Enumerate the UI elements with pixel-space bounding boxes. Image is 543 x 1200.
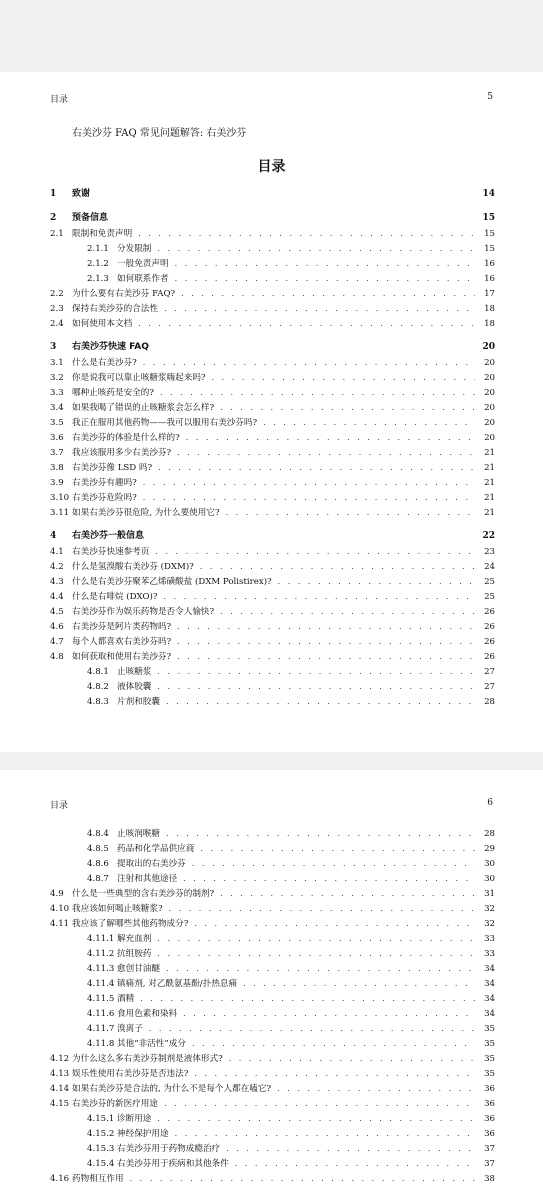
dot-leader [149, 1021, 475, 1036]
toc-entry-section[interactable] [50, 1096, 495, 1111]
toc-entry-title: 哪种止咳药是安全的? [72, 388, 154, 398]
dot-leader [160, 385, 475, 400]
toc-entry-page: 20 [484, 418, 495, 428]
toc-entry-number: 4.8.4 [87, 829, 109, 839]
dot-leader [277, 1081, 475, 1096]
toc-entry-section[interactable] [50, 589, 495, 604]
toc-entry-page: 28 [484, 829, 495, 839]
toc-entry-title: 什么是右啡烷 (DXO)? [72, 592, 158, 602]
toc-entry-title: 酒精 [117, 994, 135, 1004]
toc-entry-page: 37 [484, 1159, 495, 1169]
toc-entry-page: 17 [484, 289, 495, 299]
toc-entry-section[interactable] [50, 445, 495, 460]
toc-entry-page: 36 [484, 1129, 495, 1139]
toc-entry-number: 4.6 [50, 622, 64, 632]
dot-leader [138, 226, 475, 241]
dot-leader [194, 916, 475, 931]
toc-entry-title: 诊断用途 [117, 1114, 152, 1124]
toc-entry-page: 24 [484, 562, 495, 572]
dot-leader [263, 415, 475, 430]
toc-entry-page: 34 [484, 979, 495, 989]
toc-entry-number: 4.11.1 [87, 934, 115, 944]
toc-entry-chapter[interactable] [50, 208, 495, 226]
toc-entry-number: 4 [50, 531, 57, 541]
toc-entry-page: 21 [484, 493, 495, 503]
toc-entry-number: 2.1.2 [87, 259, 109, 269]
toc-entry-chapter[interactable] [50, 337, 495, 355]
toc-entry-title: 抗组胺药 [117, 949, 152, 959]
toc-entry-number: 3.6 [50, 433, 64, 443]
toc-entry-page: 26 [484, 652, 495, 662]
toc-entry-title: 右美沙芬有趣吗? [72, 478, 137, 488]
toc-entry-title: 如何获取和使用右美沙芬? [72, 652, 172, 662]
toc-entry-number: 4.2 [50, 562, 64, 572]
toc-entry-page: 30 [484, 874, 495, 884]
dot-leader [194, 1066, 475, 1081]
dot-leader [164, 1096, 475, 1111]
toc-entry-page: 15 [484, 229, 495, 239]
toc-entry-number: 2.1.1 [87, 244, 109, 254]
document-page-5 [0, 72, 543, 752]
toc-entry-subsection[interactable] [50, 1021, 495, 1036]
dot-leader [175, 1126, 475, 1141]
dot-leader [140, 991, 475, 1006]
dot-leader [143, 355, 475, 370]
dot-leader [200, 841, 475, 856]
dot-leader [212, 370, 475, 385]
dot-leader [243, 976, 475, 991]
dot-leader [177, 649, 475, 664]
toc-entry-subsection[interactable] [50, 241, 495, 256]
toc-entry-number: 4.3 [50, 577, 64, 587]
toc-entry-page: 26 [484, 607, 495, 617]
toc-entry-page: 18 [484, 319, 495, 329]
toc-entry-section[interactable] [50, 475, 495, 490]
toc-entry-page: 30 [484, 859, 495, 869]
toc-entry-subsection[interactable] [50, 694, 495, 709]
toc-entry-number: 4.11.3 [87, 964, 115, 974]
toc-entry-number: 4.11.6 [87, 1009, 115, 1019]
toc-entry-section[interactable] [50, 544, 495, 559]
toc-entry-number: 4.8.3 [87, 697, 109, 707]
dot-leader [278, 574, 475, 589]
toc-entry-number: 4.11.8 [87, 1039, 115, 1049]
dot-leader [229, 1051, 475, 1066]
toc-entry-page: 18 [484, 304, 495, 314]
dot-leader [177, 634, 475, 649]
toc-entry-title: 什么是氢溴酸右美沙芬 (DXM)? [72, 562, 194, 572]
toc-entry-page: 16 [484, 274, 495, 284]
toc-entry-page: 36 [484, 1084, 495, 1094]
toc-entry-page: 23 [484, 547, 495, 557]
toc-entry-section[interactable] [50, 604, 495, 619]
toc-entry-title: 右美沙芬一般信息 [72, 531, 145, 541]
dot-leader [158, 460, 475, 475]
toc-entry-title: 我应该服用多少右美沙芬? [72, 448, 172, 458]
toc-entry-number: 2.2 [50, 289, 64, 299]
toc-entry-number: 2 [50, 213, 57, 223]
toc-entry-title: 止咳润喉糖 [117, 829, 160, 839]
toc-entry-number: 4.11.4 [87, 979, 115, 989]
toc-entry-page: 25 [484, 577, 495, 587]
toc-entry-section[interactable] [50, 316, 495, 331]
toc-entry-page: 33 [484, 949, 495, 959]
running-head-title: 目录 [50, 95, 69, 105]
toc-entry-page: 21 [484, 478, 495, 488]
toc-entry-page: 25 [484, 592, 495, 602]
toc-entry-subsection[interactable] [50, 271, 495, 286]
toc-entry-title: 你是说我可以靠止咳糖浆嗨起来吗? [72, 373, 206, 383]
toc-entry-page: 36 [484, 1114, 495, 1124]
toc-entry-number: 4.15.4 [87, 1159, 115, 1169]
toc-entry-subsection[interactable] [50, 679, 495, 694]
toc-entry-number: 4.1 [50, 547, 64, 557]
toc-entry-title: 一般免责声明 [117, 259, 169, 269]
dot-leader [177, 619, 475, 634]
toc-entry-number: 3.9 [50, 478, 64, 488]
toc-entry-number: 3.11 [50, 508, 70, 518]
dot-leader [143, 475, 475, 490]
toc-entry-number: 3.8 [50, 463, 64, 473]
dot-leader [220, 604, 475, 619]
dot-leader [183, 871, 475, 886]
toc-entry-section[interactable] [50, 1051, 495, 1066]
toc-entry-title: 致谢 [72, 189, 91, 199]
toc-entry-title: 愈创甘油醚 [117, 964, 160, 974]
toc-entry-number: 4.15.1 [87, 1114, 115, 1124]
toc-entry-subsection[interactable] [50, 1006, 495, 1021]
dot-leader [138, 316, 475, 331]
toc-entry-number: 4.12 [50, 1054, 70, 1064]
toc-entry-title: 右美沙芬用于药物成瘾治疗 [117, 1144, 221, 1154]
toc-entry-subsection[interactable] [50, 961, 495, 976]
toc-entry-title: 右美沙芬用于疾病和其他条件 [117, 1159, 229, 1169]
toc-entry-page: 35 [484, 1069, 495, 1079]
toc-entry-section[interactable] [50, 634, 495, 649]
toc-entry-page: 28 [484, 697, 495, 707]
toc-entry-number: 4.13 [50, 1069, 70, 1079]
toc-entry-page: 15 [484, 244, 495, 254]
toc-entry-title: 右美沙芬的新医疗用途 [72, 1099, 158, 1109]
toc-entry-number: 4.11.7 [87, 1024, 115, 1034]
toc-entry-subsection[interactable] [50, 946, 495, 961]
toc-entry-title: 为什么这么多右美沙芬制剂是液体形式? [72, 1054, 223, 1064]
toc-entry-page: 32 [484, 919, 495, 929]
dot-leader [157, 1111, 475, 1126]
toc-entry-subsection[interactable] [50, 1111, 495, 1126]
toc-entry-page: 20 [484, 403, 495, 413]
toc-entry-page: 26 [484, 622, 495, 632]
toc-entry-title: 止咳糖浆 [117, 667, 152, 677]
toc-entry-title: 什么是右美沙芬? [72, 358, 137, 368]
toc-entry-subsection[interactable] [50, 841, 495, 856]
toc-entry-page: 31 [484, 889, 495, 899]
toc-entry-title: 食用色素和染料 [117, 1009, 178, 1019]
toc-entry-page: 35 [484, 1039, 495, 1049]
document-page-6 [0, 770, 543, 1200]
toc-entry-page: 27 [484, 682, 495, 692]
toc-entry-title: 如何联系作者 [117, 274, 169, 284]
toc-entry-section[interactable] [50, 490, 495, 505]
toc-entry-number: 4.11.5 [87, 994, 115, 1004]
toc-entry-page: 16 [484, 259, 495, 269]
toc-entry-title: 右美沙芬危险吗? [72, 493, 137, 503]
toc-entry-section[interactable] [50, 1081, 495, 1096]
toc-entry-page: 20 [484, 373, 495, 383]
toc-entry-number: 4.8.6 [87, 859, 109, 869]
toc-entry-section[interactable] [50, 619, 495, 634]
toc-entry-page: 34 [484, 994, 495, 1004]
toc-entry-subsection[interactable] [50, 1126, 495, 1141]
dot-leader [166, 826, 475, 841]
dot-leader [164, 301, 475, 316]
toc-entry-page: 27 [484, 667, 495, 677]
toc-entry-section[interactable] [50, 430, 495, 445]
toc-entry-page: 20 [484, 433, 495, 443]
toc-entry-page: 21 [484, 463, 495, 473]
toc-entry-number: 3.10 [50, 493, 70, 503]
toc-entry-number: 4.10 [50, 904, 70, 914]
toc-entry-subsection[interactable] [50, 1036, 495, 1051]
toc-entry-section[interactable] [50, 286, 495, 301]
toc-entry-section[interactable] [50, 370, 495, 385]
toc-entry-title: 右美沙芬是阿片类药物吗? [72, 622, 172, 632]
toc-entry-page: 35 [484, 1024, 495, 1034]
toc-entry-title: 药物相互作用 [72, 1174, 124, 1184]
toc-entry-title: 如果右美沙芬很危险, 为什么要使用它? [72, 508, 220, 518]
toc-entry-section[interactable] [50, 355, 495, 370]
toc-entry-number: 4.14 [50, 1084, 70, 1094]
toc-entry-subsection[interactable] [50, 871, 495, 886]
toc-entry-page: 14 [482, 189, 495, 199]
dot-leader [175, 256, 475, 271]
toc-entry-number: 4.8.2 [87, 682, 109, 692]
toc-entry-page: 34 [484, 964, 495, 974]
toc-entry-subsection[interactable] [50, 1141, 495, 1156]
toc-entry-section[interactable] [50, 916, 495, 931]
toc-entry-page: 36 [484, 1099, 495, 1109]
toc-entry-title: 神经保护用途 [117, 1129, 169, 1139]
toc-entry-number: 4.8.5 [87, 844, 109, 854]
toc-entry-subsection[interactable] [50, 856, 495, 871]
toc-entry-chapter[interactable] [50, 526, 495, 544]
dot-leader [220, 400, 475, 415]
toc-entry-title: 分发限制 [117, 244, 152, 254]
toc-entry-title: 什么是一些典型的含右美沙芬的制剂? [72, 889, 215, 899]
toc-entry-number: 4.5 [50, 607, 64, 617]
dot-leader [157, 931, 475, 946]
toc-entry-section[interactable] [50, 559, 495, 574]
toc-entry-number: 1 [50, 189, 57, 199]
toc-entry-title: 片剂和胶囊 [117, 697, 160, 707]
dot-leader [200, 559, 475, 574]
toc-entry-title: 提取出的右美沙芬 [117, 859, 186, 869]
toc-entry-title: 为什么要有右美沙芬 FAQ? [72, 289, 176, 299]
document-title: 右美沙芬 FAQ 常见问题解答: 右美沙芬 [72, 128, 247, 139]
toc-entry-number: 3.2 [50, 373, 64, 383]
toc-entry-number: 3 [50, 342, 57, 352]
toc-entry-title: 我应该如何喝止咳糖浆? [72, 904, 163, 914]
dot-leader [181, 286, 475, 301]
toc-entry-page: 20 [484, 388, 495, 398]
dot-leader [157, 679, 475, 694]
toc-entry-number: 4.9 [50, 889, 64, 899]
dot-leader [177, 445, 475, 460]
toc-entry-page: 20 [484, 358, 495, 368]
toc-entry-section[interactable] [50, 1066, 495, 1081]
toc-entry-page: 37 [484, 1144, 495, 1154]
page-number: 6 [487, 798, 493, 808]
toc-entry-page: 21 [484, 508, 495, 518]
toc-entry-page: 32 [484, 904, 495, 914]
toc-entry-page: 33 [484, 934, 495, 944]
toc-entry-section[interactable] [50, 505, 495, 520]
toc-entry-title: 我正在服用其他药物——我可以服用右美沙芬吗? [72, 418, 258, 428]
toc-entry-number: 3.5 [50, 418, 64, 428]
toc-entry-subsection[interactable] [50, 931, 495, 946]
toc-entry-subsection[interactable] [50, 664, 495, 679]
toc-entry-number: 4.4 [50, 592, 64, 602]
dot-leader [186, 430, 475, 445]
toc-entry-title: 如何使用本文档 [72, 319, 133, 329]
toc-entry-subsection[interactable] [50, 1156, 495, 1171]
toc-entry-title: 药品和化学品供应商 [117, 844, 195, 854]
toc-entry-title: 右美沙芬作为娱乐药物是否令人愉快? [72, 607, 215, 617]
toc-entry-number: 4.15.2 [87, 1129, 115, 1139]
toc-entry-title: 如果右美沙芬是合法的, 为什么不是每个人都在嗑它? [72, 1084, 272, 1094]
toc-entry-number: 2.3 [50, 304, 64, 314]
toc-entry-title: 我应该了解哪些其他药物成分? [72, 919, 189, 929]
dot-leader [235, 1156, 475, 1171]
dot-leader [164, 589, 475, 604]
toc-entry-title: 右美沙芬的体验是什么样的? [72, 433, 180, 443]
toc-entry-title: 限制和免责声明 [72, 229, 133, 239]
toc-entry-number: 4.7 [50, 637, 64, 647]
toc-entry-number: 3.3 [50, 388, 64, 398]
toc-entry-subsection[interactable] [50, 256, 495, 271]
toc-entry-number: 4.11.2 [87, 949, 115, 959]
toc-entry-number: 4.11 [50, 919, 70, 929]
toc-entry-number: 4.8.7 [87, 874, 109, 884]
toc-entry-number: 2.4 [50, 319, 64, 329]
toc-entry-section[interactable] [50, 574, 495, 589]
toc-entry-section[interactable] [50, 1171, 495, 1186]
toc-heading: 目录 [257, 159, 286, 175]
toc-entry-number: 4.8.1 [87, 667, 109, 677]
toc-entry-number: 3.1 [50, 358, 64, 368]
toc-entry-page: 35 [484, 1054, 495, 1064]
dot-leader [192, 1036, 475, 1051]
toc-entry-title: 预备信息 [72, 213, 109, 223]
toc-entry-subsection[interactable] [50, 826, 495, 841]
dot-leader [143, 490, 475, 505]
toc-entry-section[interactable] [50, 226, 495, 241]
toc-entry-title: 什么是右美沙芬聚苯乙烯磺酸盐 (DXM Polistirex)? [72, 577, 272, 587]
dot-leader [155, 544, 475, 559]
dot-leader [130, 1171, 475, 1186]
toc-entry-page: 26 [484, 637, 495, 647]
running-head [50, 92, 493, 105]
dot-leader [192, 856, 475, 871]
toc-entry-number: 4.16 [50, 1174, 70, 1184]
toc-entry-page: 22 [482, 531, 495, 541]
toc-entry-chapter[interactable] [50, 184, 495, 202]
toc-entry-section[interactable] [50, 301, 495, 316]
dot-leader [183, 1006, 475, 1021]
toc-entry-title: 右美沙芬像 LSD 吗? [72, 463, 153, 473]
toc-entry-title: 其他“非活性”成分 [117, 1039, 186, 1049]
toc-entry-number: 2.1 [50, 229, 64, 239]
running-head-title: 目录 [50, 801, 69, 811]
dot-leader [175, 271, 475, 286]
dot-leader [157, 946, 475, 961]
toc-entry-number: 4.8 [50, 652, 64, 662]
toc-entry-title: 如果我喝了错误的止咳糖浆会怎么样? [72, 403, 215, 413]
toc-entry-page: 15 [482, 213, 495, 223]
toc-entry-section[interactable] [50, 886, 495, 901]
toc-entry-title: 镇痛剂, 对乙酰氨基酚/扑热息痛 [117, 979, 238, 989]
table-of-contents [50, 184, 495, 709]
toc-entry-number: 4.15 [50, 1099, 70, 1109]
toc-entry-section[interactable] [50, 901, 495, 916]
table-of-contents [50, 826, 495, 1186]
toc-entry-page: 20 [482, 342, 495, 352]
dot-leader [169, 901, 475, 916]
dot-leader [166, 694, 475, 709]
toc-entry-title: 解充血剂 [117, 934, 152, 944]
toc-entry-number: 2.1.3 [87, 274, 109, 284]
toc-entry-section[interactable] [50, 385, 495, 400]
toc-entry-title: 右美沙芬快速参考页 [72, 547, 150, 557]
toc-entry-title: 右美沙芬快速 FAQ [72, 342, 149, 352]
toc-entry-section[interactable] [50, 649, 495, 664]
toc-entry-title: 溴离子 [117, 1024, 143, 1034]
toc-entry-page: 21 [484, 448, 495, 458]
toc-entry-page: 29 [484, 844, 495, 854]
toc-entry-title: 注射和其他途径 [117, 874, 178, 884]
dot-leader [166, 961, 475, 976]
dot-leader [226, 1141, 475, 1156]
dot-leader [220, 886, 475, 901]
toc-entry-section[interactable] [50, 400, 495, 415]
toc-entry-title: 每个人都喜欢右美沙芬吗? [72, 637, 172, 647]
toc-entry-section[interactable] [50, 460, 495, 475]
toc-entry-page: 38 [484, 1174, 495, 1184]
toc-entry-page: 34 [484, 1009, 495, 1019]
toc-entry-subsection[interactable] [50, 991, 495, 1006]
toc-entry-section[interactable] [50, 415, 495, 430]
toc-entry-title: 保持右美沙芬的合法性 [72, 304, 158, 314]
toc-entry-subsection[interactable] [50, 976, 495, 991]
toc-entry-title: 娱乐性使用右美沙芬是否违法? [72, 1069, 189, 1079]
dot-leader [157, 664, 475, 679]
dot-leader [157, 241, 475, 256]
dot-leader [226, 505, 475, 520]
toc-entry-number: 4.15.3 [87, 1144, 115, 1154]
toc-entry-number: 3.4 [50, 403, 64, 413]
page-number: 5 [487, 92, 493, 102]
toc-entry-title: 液体胶囊 [117, 682, 152, 692]
running-head [50, 798, 493, 811]
toc-entry-number: 3.7 [50, 448, 64, 458]
